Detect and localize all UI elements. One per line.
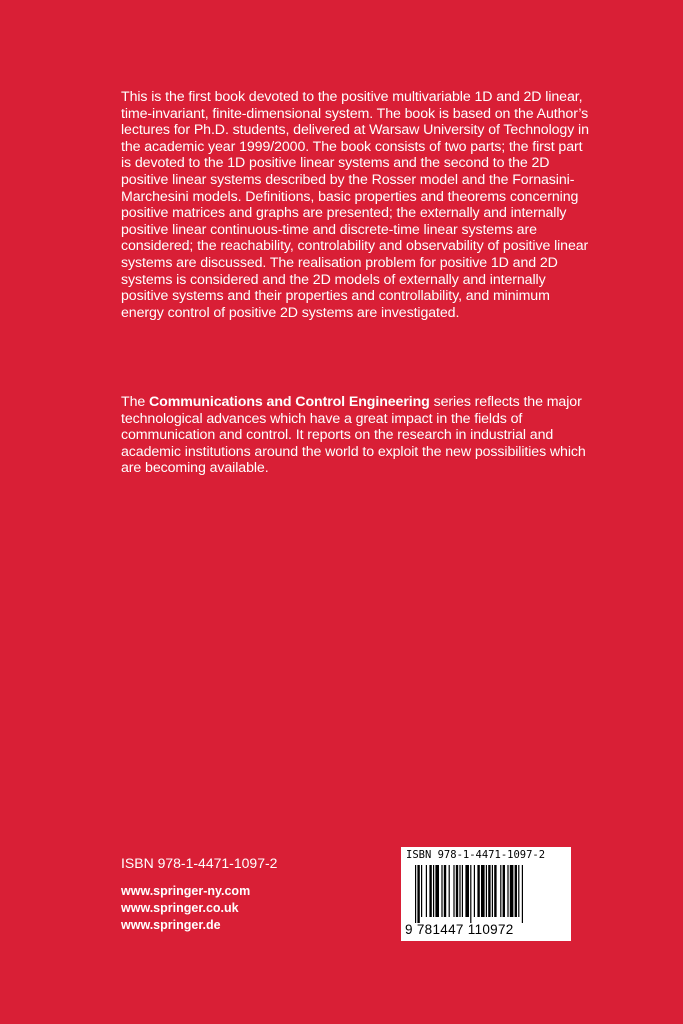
barcode-bar — [453, 865, 454, 917]
url-springer-co-uk[interactable]: www.springer.co.uk — [121, 901, 239, 915]
isbn-barcode — [401, 847, 571, 941]
barcode-bar — [522, 865, 523, 923]
barcode-bar — [465, 865, 469, 917]
barcode-bar — [503, 865, 505, 917]
barcode-bar — [462, 865, 463, 917]
isbn-label: ISBN 978-1-4471-1097-2 — [121, 855, 278, 871]
series-name: Communications and Control Engineering — [149, 394, 430, 410]
url-springer-de[interactable]: www.springer.de — [121, 918, 221, 932]
barcode-bar — [518, 865, 519, 917]
series-intro-text: The — [121, 394, 149, 410]
barcode-bar — [477, 865, 479, 917]
barcode-bar — [429, 865, 431, 917]
barcode-bar — [456, 865, 458, 917]
barcode-bar — [492, 865, 493, 917]
barcode-digits: 9 781447 110972 — [405, 922, 514, 937]
barcode-isbn-text: ISBN 978-1-4471-1097-2 — [406, 849, 546, 861]
barcode-bar — [435, 865, 439, 917]
barcode-bar — [444, 865, 446, 917]
barcode-bar — [449, 865, 450, 917]
barcode-bar — [474, 865, 475, 917]
barcode-bar — [426, 865, 427, 917]
barcode-bar — [441, 865, 442, 917]
barcode-bar — [507, 865, 508, 917]
barcode-bar — [459, 865, 460, 917]
barcode-bar — [488, 865, 490, 917]
barcode-bar — [486, 865, 487, 917]
barcode-bar — [415, 865, 416, 923]
barcode-bar — [500, 865, 501, 917]
barcode-bar — [421, 865, 422, 917]
url-springer-ny[interactable]: www.springer-ny.com — [121, 884, 251, 898]
barcode-bar — [515, 865, 517, 917]
barcode-bar — [510, 865, 514, 917]
publisher-urls — [121, 883, 250, 934]
barcode-bar — [433, 865, 434, 917]
barcode-bars — [415, 865, 559, 923]
barcode-bar — [417, 865, 419, 923]
book-description: This is the first book devoted to the positive multivariable 1D and 2D linear, time-invariant, finite-dimensional system. The book is based on the Author’s lectures for Ph.D. students, delivered at Warsaw University of Technology in the academic year 1999/2000. The book consists of two parts; the first part is devoted to the 1D positive linear systems and the second to the 2D positive linear systems described by the Rosser model and the Fornasini-Marchesini models. Definitions, basic properties and theorems concerning positive matrices and graphs are presented; the externally and internally positive linear continuous-time and discrete-time linear systems are considered; the reachability, controlability and observability of positive linear systems are discussed. The realisation problem for positive 1D and 2D systems is considered and the 2D models of externally and internally positive systems and their properties and controllability, and minimum energy control of positive 2D systems are investigated. — [121, 89, 589, 321]
series-rest-text: series reflects the major technological advances which have a great impact in the fields of communication and control. It reports on the research in industrial and academic institutions around the world to exploit the new possibilities which are becoming available. — [121, 394, 586, 477]
barcode-bar — [481, 865, 485, 917]
barcode-bar — [494, 865, 496, 917]
series-description — [121, 394, 589, 477]
barcode-bar — [470, 865, 471, 923]
